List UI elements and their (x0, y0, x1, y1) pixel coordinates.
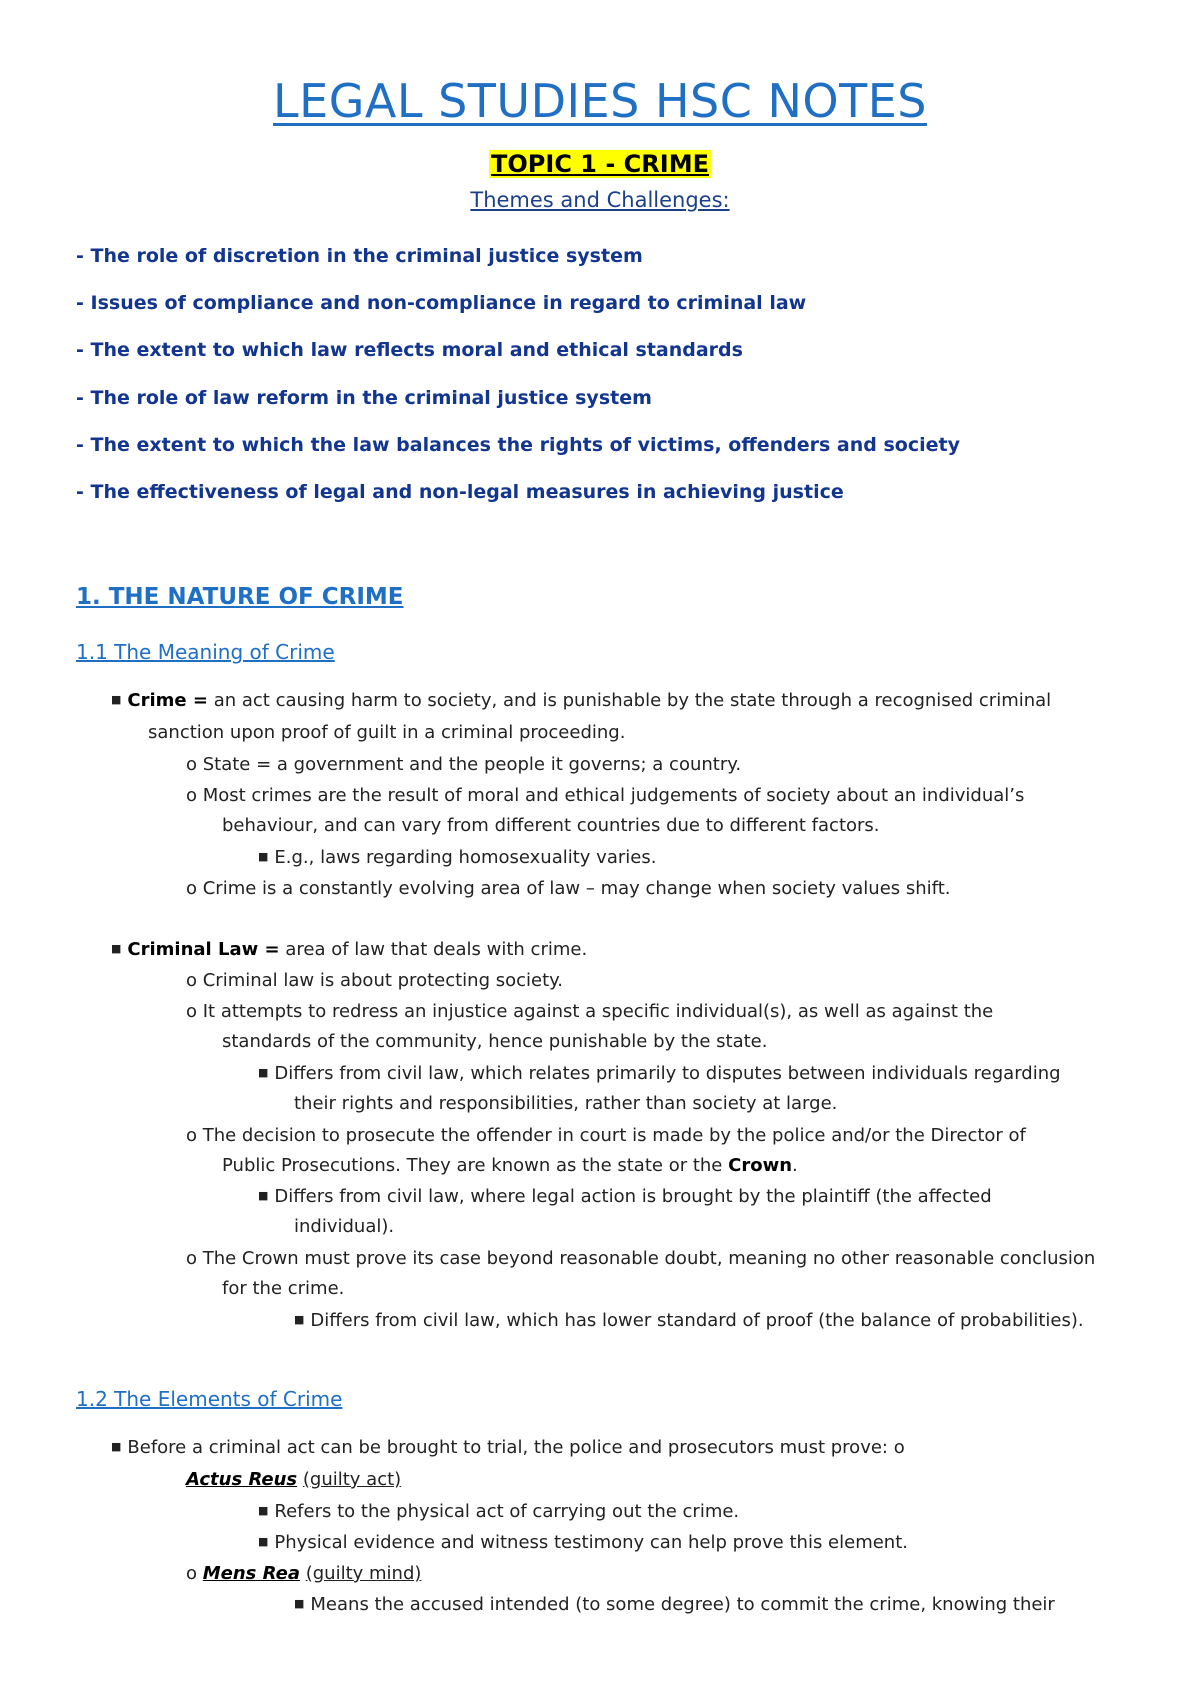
actus-reus-point (258, 1501, 739, 1522)
criminal-law-point-cont: standards of the community, hence punishable by the state. (222, 1031, 768, 1052)
crime-point: o Most crimes are the result of moral and ethical judgements of society about an individual’s (186, 785, 1025, 806)
intro-text: Before a criminal act can be brought to trial, the police and prosecutors must prove: o (127, 1437, 905, 1458)
criminal-law-point: o The decision to prosecute the offender in court is made by the police and/or the Director of (186, 1125, 1026, 1146)
criminal-law-subpoint (258, 1063, 1061, 1084)
bullet-icon: ■ (111, 942, 122, 955)
criminal-law-point: o Criminal law is about protecting society. (186, 970, 563, 991)
bullet-icon: ■ (294, 1597, 305, 1610)
elements-intro (111, 1437, 905, 1458)
actus-reus-term: Actus Reus (186, 1469, 298, 1490)
point-text: Public Prosecutions. They are known as the state or the (222, 1155, 723, 1176)
subpoint-text: Differs from civil law, which has lower standard of proof (the balance of probabilities). (310, 1310, 1084, 1331)
theme-item: - The role of law reform in the criminal justice system (76, 387, 652, 409)
crown-term: Crown (728, 1155, 793, 1176)
bullet-icon: ■ (258, 1189, 269, 1202)
section-heading-nature-of-crime: 1. THE NATURE OF CRIME (76, 584, 404, 610)
crime-point-cont: behaviour, and can vary from different countries due to different factors. (222, 815, 880, 836)
subpoint-text: Differs from civil law, where legal action is brought by the plaintiff (the affected (274, 1186, 992, 1207)
bullet-icon: ■ (258, 1066, 269, 1079)
mens-rea-line (186, 1563, 421, 1584)
crime-point: o Crime is a constantly evolving area of law – may change when society values shift. (186, 878, 951, 899)
criminal-law-subpoint-cont: individual). (294, 1216, 395, 1237)
topic-label: TOPIC 1 - CRIME (491, 150, 709, 178)
example-text: E.g., laws regarding homosexuality varies. (274, 847, 657, 868)
themes-heading: Themes and Challenges: (470, 188, 730, 212)
point-text: Refers to the physical act of carrying out the crime. (274, 1501, 740, 1522)
criminal-law-subpoint-cont: their rights and responsibilities, rather than society at large. (294, 1093, 838, 1114)
criminal-law-subpoint (294, 1310, 1084, 1331)
bullet-icon: ■ (258, 850, 269, 863)
crime-definition: an act causing harm to society, and is punishable by the state through a recognised criminal (213, 690, 1052, 711)
subsection-heading-elements-of-crime: 1.2 The Elements of Crime (76, 1387, 343, 1411)
criminal-law-definition: area of law that deals with crime. (285, 939, 588, 960)
point-text: . (792, 1155, 798, 1176)
bullet-icon: ■ (258, 1504, 269, 1517)
theme-item: - The extent to which law reflects moral and ethical standards (76, 339, 743, 361)
mens-rea-point (294, 1594, 1055, 1615)
bullet-icon: ■ (294, 1313, 305, 1326)
subpoint-text: Differs from civil law, which relates primarily to disputes between individuals regarding (274, 1063, 1061, 1084)
point-text: Means the accused intended (to some degree) to commit the crime, knowing their (310, 1594, 1055, 1615)
crime-term: Crime = (127, 690, 208, 711)
criminal-law-definition-line (111, 939, 587, 960)
point-marker: o (186, 1563, 198, 1584)
theme-item: - The role of discretion in the criminal justice system (76, 245, 643, 267)
criminal-law-point: o The Crown must prove its case beyond reasonable doubt, meaning no other reasonable conclusion (186, 1248, 1096, 1269)
theme-item: - Issues of compliance and non-compliance in regard to criminal law (76, 292, 807, 314)
mens-rea-term: Mens Rea (202, 1563, 300, 1584)
crime-subpoint (258, 847, 656, 868)
crime-point: o State = a government and the people it governs; a country. (186, 754, 742, 775)
criminal-law-point: o It attempts to redress an injustice against a specific individual(s), as well as against the (186, 1001, 994, 1022)
criminal-law-point-cont: for the crime. (222, 1278, 345, 1299)
criminal-law-term: Criminal Law = (127, 939, 280, 960)
subsection-heading-meaning-of-crime: 1.1 The Meaning of Crime (76, 640, 335, 664)
theme-item: - The extent to which the law balances the rights of victims, offenders and society (76, 434, 960, 456)
criminal-law-subpoint (258, 1186, 992, 1207)
point-text: Physical evidence and witness testimony can help prove this element. (274, 1532, 908, 1553)
bullet-icon: ■ (111, 1440, 122, 1453)
crime-definition-cont: sanction upon proof of guilt in a criminal proceeding. (148, 722, 626, 743)
actus-reus-paren: (guilty act) (302, 1469, 402, 1490)
bullet-icon: ■ (111, 693, 122, 706)
document-title: LEGAL STUDIES HSC NOTES (273, 74, 927, 128)
mens-rea-paren: (guilty mind) (305, 1563, 422, 1584)
bullet-icon: ■ (258, 1535, 269, 1548)
criminal-law-point-cont (222, 1155, 798, 1176)
actus-reus-line (186, 1469, 401, 1490)
topic-heading (0, 150, 1200, 178)
theme-item: - The effectiveness of legal and non-legal measures in achieving justice (76, 481, 844, 503)
crime-definition-line (111, 690, 1051, 711)
actus-reus-point (258, 1532, 908, 1553)
